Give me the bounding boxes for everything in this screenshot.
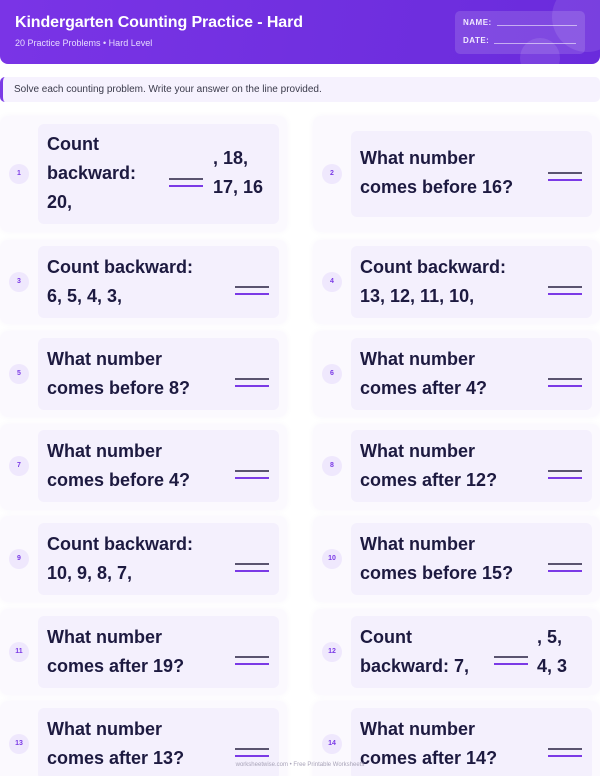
problem-card-3 (0, 240, 287, 324)
date-line (494, 43, 576, 44)
problem-box (38, 246, 279, 318)
date-label: DATE: (463, 36, 490, 45)
question-text: What number comes before 16? (360, 148, 514, 197)
answer-line[interactable] (548, 748, 582, 758)
problem-number-badge: 11 (9, 642, 29, 662)
name-date-box (455, 11, 585, 54)
problem-box (351, 246, 592, 318)
question-text: Count backward: 7, (360, 627, 470, 676)
problem-number-badge: 1 (9, 164, 29, 184)
question-text: Count backward: 20, (47, 134, 137, 212)
problem-card-9 (0, 516, 287, 602)
date-field[interactable] (463, 36, 576, 45)
problem-number-badge: 5 (9, 364, 29, 384)
worksheet-subtitle: 20 Practice Problems • Hard Level (15, 38, 153, 48)
problem-card-10 (313, 516, 600, 602)
worksheet-title: Kindergarten Counting Practice - Hard (15, 14, 303, 31)
answer-line[interactable] (494, 656, 528, 666)
question-text: Count backward: 10, 9, 8, 7, (47, 534, 194, 583)
problem-number-badge: 7 (9, 456, 29, 476)
problem-number-badge: 12 (322, 642, 342, 662)
answer-line[interactable] (548, 286, 582, 296)
question-text: Count backward: 13, 12, 11, 10, (360, 257, 507, 306)
problem-box (38, 124, 279, 224)
problem-box (38, 430, 279, 502)
problem-number-badge: 2 (322, 164, 342, 184)
problem-card-1 (0, 116, 287, 232)
problem-card-8 (313, 424, 600, 510)
problem-number-badge: 3 (9, 272, 29, 292)
problem-box (38, 338, 279, 410)
problem-number-badge: 13 (9, 734, 29, 754)
name-line (497, 25, 577, 26)
answer-line[interactable] (235, 470, 269, 480)
problem-card-2 (313, 116, 600, 232)
instructions-bar: Solve each counting problem. Write your answer on the line provided. (0, 77, 600, 102)
answer-line[interactable] (235, 656, 269, 666)
problem-card-7 (0, 424, 287, 510)
question-text: What number comes after 19? (47, 627, 185, 676)
problem-number-badge: 14 (322, 734, 342, 754)
problem-box (351, 430, 592, 502)
answer-line[interactable] (235, 378, 269, 388)
question-text: What number comes after 13? (47, 719, 185, 768)
problem-box (351, 523, 592, 595)
question-tail: , 18, 17, 16 (213, 148, 264, 197)
question-text: What number comes after 14? (360, 719, 498, 768)
question-tail: , 5, 4, 3 (537, 627, 568, 676)
problem-box (351, 338, 592, 410)
answer-line[interactable] (548, 563, 582, 573)
question-text: What number comes before 8? (47, 349, 191, 398)
problem-number-badge: 8 (322, 456, 342, 476)
name-field[interactable] (463, 18, 577, 27)
answer-line[interactable] (548, 378, 582, 388)
problem-card-11 (0, 609, 287, 695)
problem-box (351, 131, 592, 217)
problem-box (351, 616, 592, 688)
footer-credit: worksheetwise.com • Free Printable Worksheets (235, 762, 365, 768)
question-text: What number comes before 15? (360, 534, 514, 583)
answer-line[interactable] (548, 470, 582, 480)
problem-number-badge: 6 (322, 364, 342, 384)
problem-card-5 (0, 331, 287, 417)
question-text: What number comes before 4? (47, 441, 191, 490)
problem-box (38, 523, 279, 595)
problem-card-12 (313, 609, 600, 695)
answer-line[interactable] (235, 286, 269, 296)
problem-number-badge: 10 (322, 549, 342, 569)
problem-card-4 (313, 240, 600, 324)
problem-card-6 (313, 331, 600, 417)
answer-line[interactable] (169, 178, 203, 188)
question-text: What number comes after 12? (360, 441, 498, 490)
answer-line[interactable] (235, 563, 269, 573)
name-label: NAME: (463, 18, 492, 27)
problem-box (38, 616, 279, 688)
question-text: What number comes after 4? (360, 349, 488, 398)
answer-line[interactable] (235, 748, 269, 758)
problem-number-badge: 9 (9, 549, 29, 569)
worksheet-header (0, 0, 600, 64)
answer-line[interactable] (548, 172, 582, 182)
question-text: Count backward: 6, 5, 4, 3, (47, 257, 194, 306)
problem-number-badge: 4 (322, 272, 342, 292)
